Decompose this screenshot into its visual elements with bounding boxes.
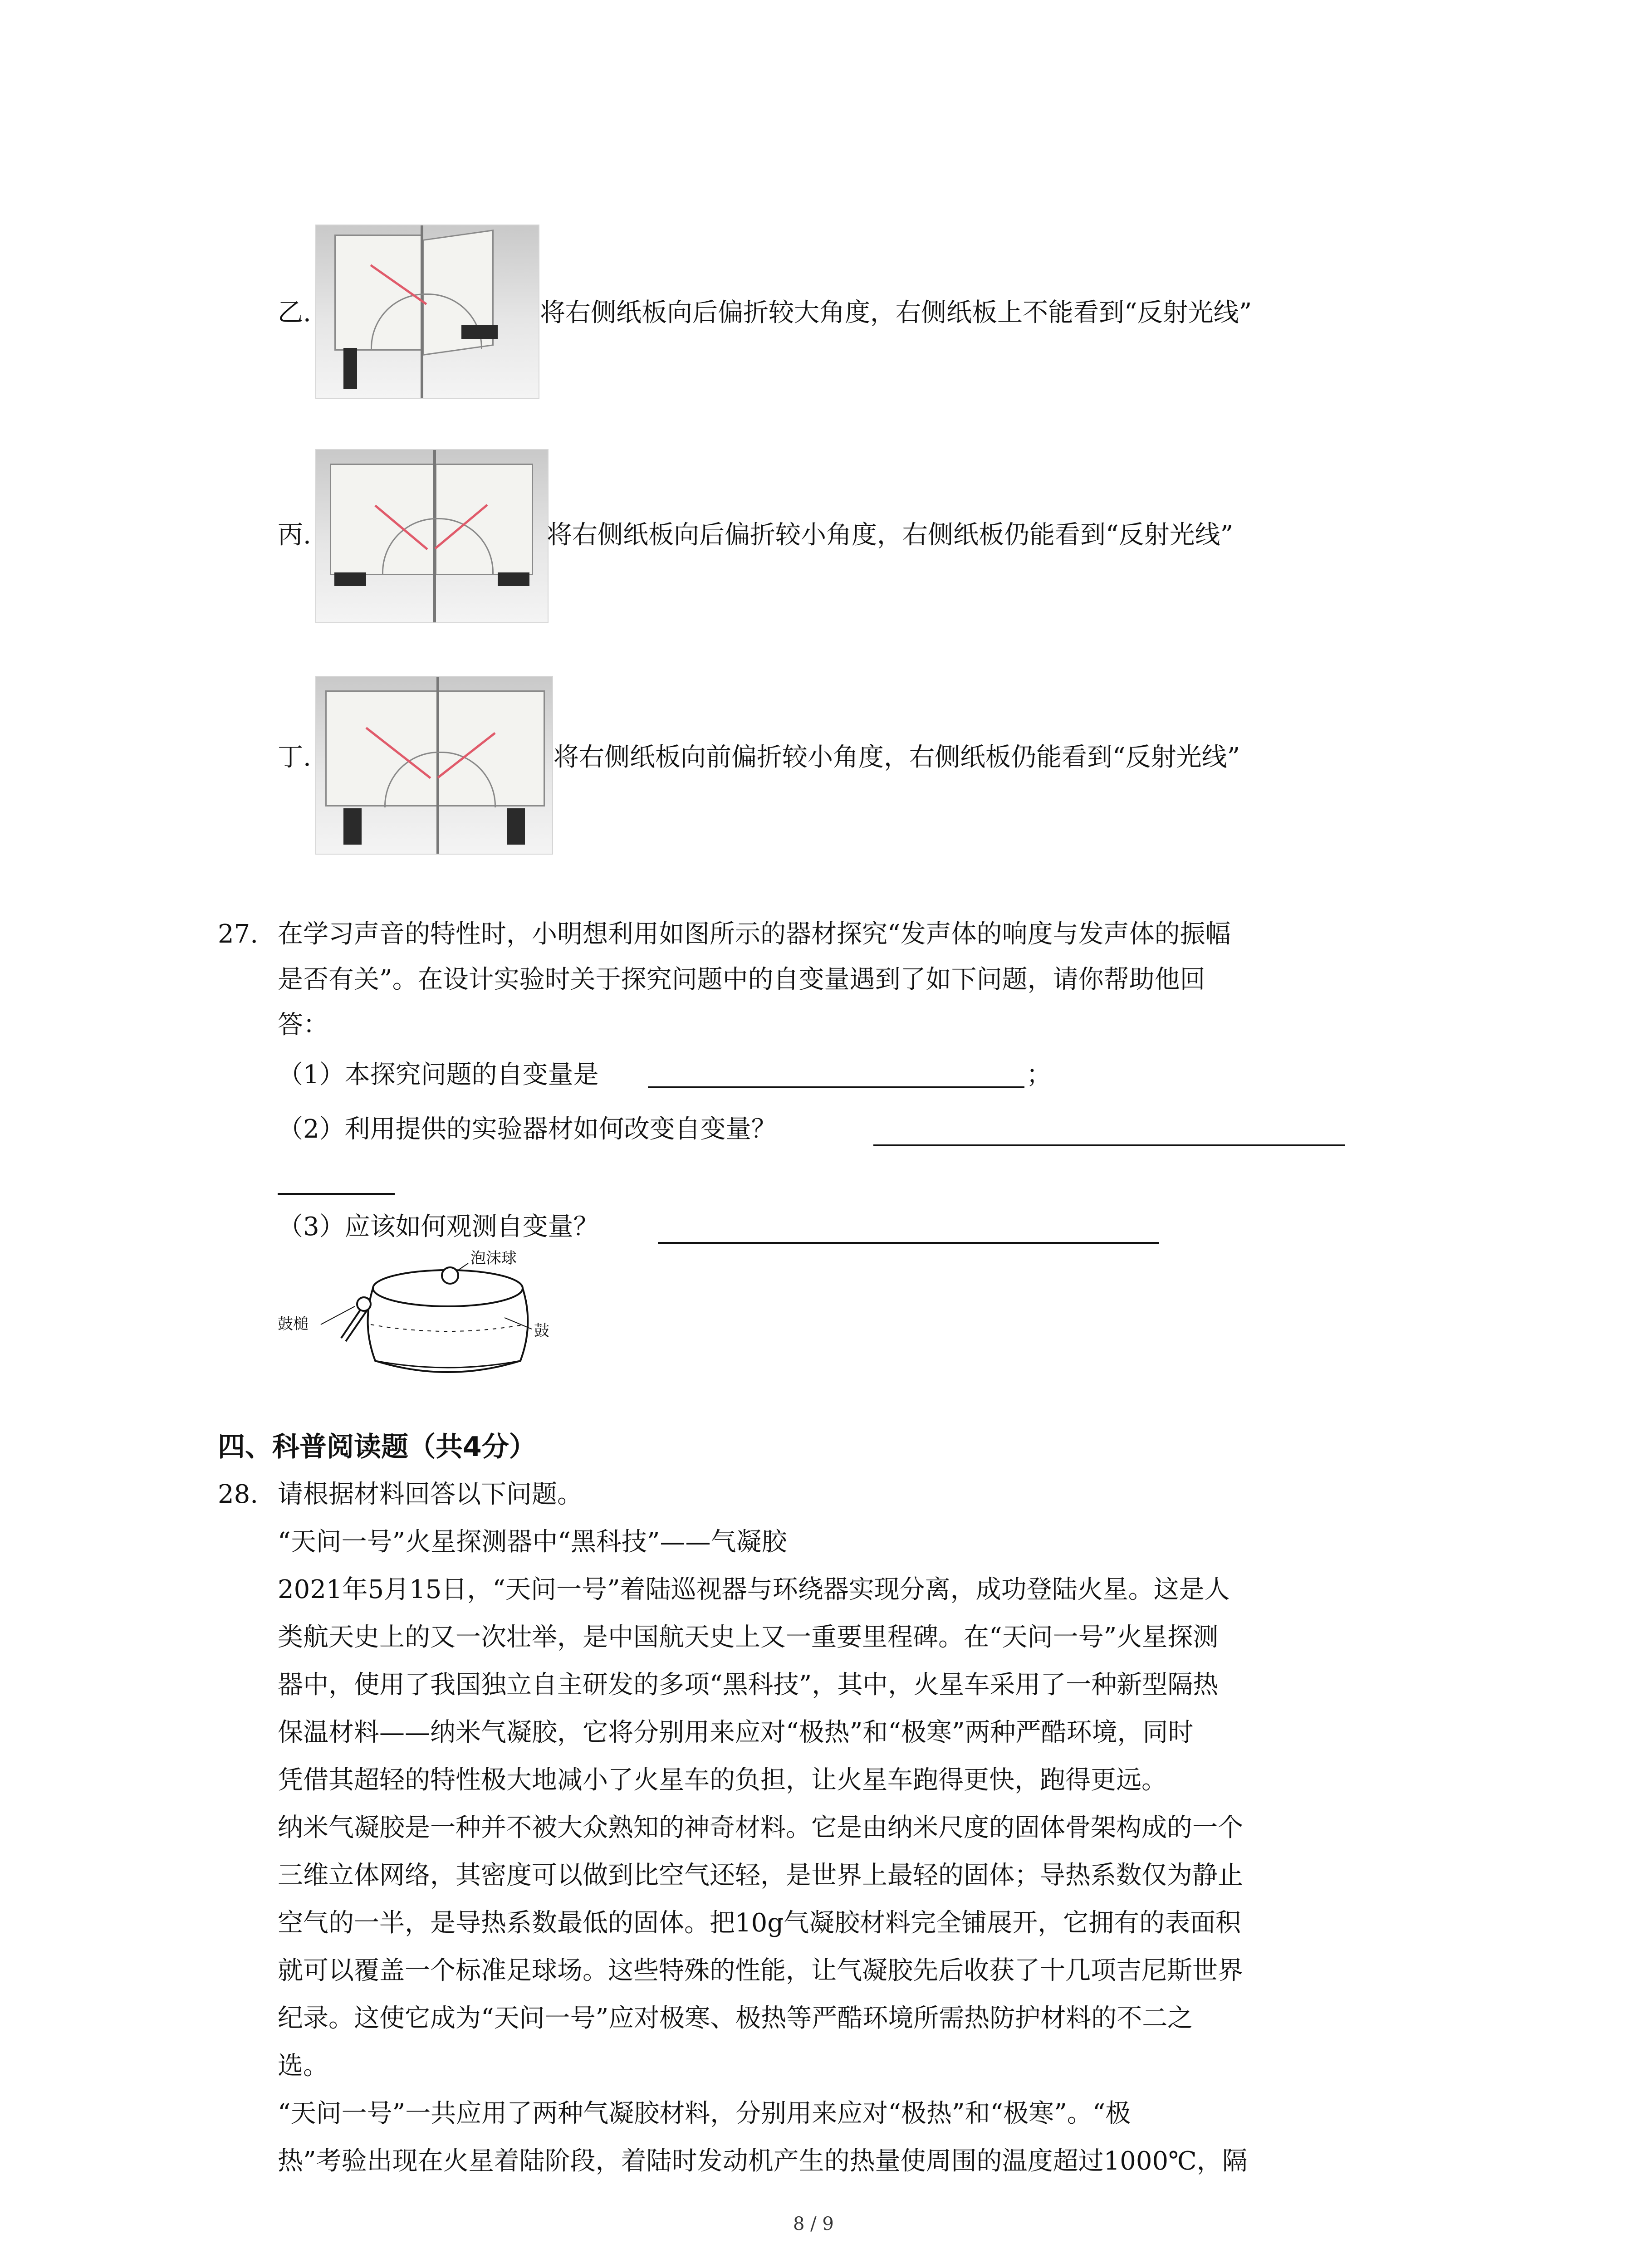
q27-line-2: 是否有关”。在设计实验时关于探究问题中的自变量遇到了如下问题，请你帮助他回 xyxy=(278,965,1205,994)
q28-line-3: 器中，使用了我国独立自主研发的多项“黑科技”，其中，火星车采用了一种新型隔热 xyxy=(278,1670,1219,1700)
q27-sub2: （2）利用提供的实验器材如何改变自变量？ xyxy=(278,1114,777,1144)
q28-line-10: 纪录。这使它成为“天问一号”应对极寒、极热等严酷环境所需热防护材料的不二之 xyxy=(278,2004,1193,2033)
label-foam-ball: 泡沫球 xyxy=(470,1249,517,1267)
drum-figure xyxy=(278,1247,577,1383)
q27-answer-line-3[interactable] xyxy=(658,1242,1159,1244)
q28-intro: 请根据材料回答以下问题。 xyxy=(278,1480,583,1509)
q27-line-1: 在学习声音的特性时，小明想利用如图所示的器材探究“发声体的响度与发声体的振幅 xyxy=(278,919,1231,949)
option-text-yi: 将右侧纸板向后偏折较大角度，右侧纸板上不能看到“反射光线” xyxy=(540,298,1252,327)
option-label-ding: 丁. xyxy=(278,743,311,772)
q28-line-6: 纳米气凝胶是一种并不被大众熟知的神奇材料。它是由纳米尺度的固体骨架构成的一个 xyxy=(278,1813,1243,1843)
section4-heading: 四、科普阅读题（共4分） xyxy=(218,1431,536,1463)
q28-title: “天问一号”火星探测器中“黑科技”——气凝胶 xyxy=(278,1527,787,1557)
q27-answer-line-2[interactable] xyxy=(873,1144,1345,1146)
experiment-photo-bing xyxy=(315,449,549,623)
q27-number: 27. xyxy=(218,919,259,949)
q28-line-8: 空气的一半，是导热系数最低的固体。把10g气凝胶材料完全铺展开，它拥有的表面积 xyxy=(278,1908,1241,1938)
q28-line-7: 三维立体网络，其密度可以做到比空气还轻，是世界上最轻的固体；导热系数仅为静止 xyxy=(278,1861,1243,1890)
label-drumstick: 鼓槌 xyxy=(278,1315,309,1333)
q28-line-2: 类航天史上的又一次壮举，是中国航天史上又一重要里程碑。在“天问一号”火星探测 xyxy=(278,1623,1219,1652)
q28-line-9: 就可以覆盖一个标准足球场。这些特殊的性能，让气凝胶先后收获了十几项吉尼斯世界 xyxy=(278,1956,1243,1985)
q28-line-11: 选。 xyxy=(278,2051,328,2081)
option-text-bing: 将右侧纸板向后偏折较小角度，右侧纸板仍能看到“反射光线” xyxy=(547,520,1234,550)
q28-line-5: 凭借其超轻的特性极大地减小了火星车的负担，让火星车跑得更快，跑得更远。 xyxy=(278,1765,1167,1795)
option-label-yi: 乙. xyxy=(278,298,311,327)
option-text-ding: 将右侧纸板向前偏折较小角度，右侧纸板仍能看到“反射光线” xyxy=(554,743,1240,772)
q27-sub1-end: ； xyxy=(1026,1060,1052,1090)
q27-answer-line-2-cont[interactable] xyxy=(278,1193,395,1195)
q27-sub1: （1）本探究问题的自变量是 xyxy=(278,1060,599,1090)
experiment-photo-yi xyxy=(315,225,539,399)
q27-sub3: （3）应该如何观测自变量？ xyxy=(278,1212,599,1242)
q28-number: 28. xyxy=(218,1480,259,1509)
q28-line-4: 保温材料——纳米气凝胶，它将分别用来应对“极热”和“极寒”两种严酷环境，同时 xyxy=(278,1718,1194,1747)
experiment-photo-ding xyxy=(315,676,553,855)
page-number: 8 / 9 xyxy=(793,2214,834,2234)
label-drum: 鼓 xyxy=(534,1322,549,1340)
q28-line-1: 2021年5月15日，“天问一号”着陆巡视器与环绕器实现分离，成功登陆火星。这是人 xyxy=(278,1575,1230,1604)
q27-line-3: 答： xyxy=(278,1010,328,1040)
q28-line-12: “天问一号”一共应用了两种气凝胶材料，分别用来应对“极热”和“极寒”。“极 xyxy=(278,2099,1131,2128)
q27-answer-line-1[interactable] xyxy=(648,1086,1024,1088)
q28-line-13: 热”考验出现在火星着陆阶段，着陆时发动机产生的热量使周围的温度超过1000℃，隔 xyxy=(278,2146,1248,2176)
option-label-bing: 丙. xyxy=(278,520,311,550)
